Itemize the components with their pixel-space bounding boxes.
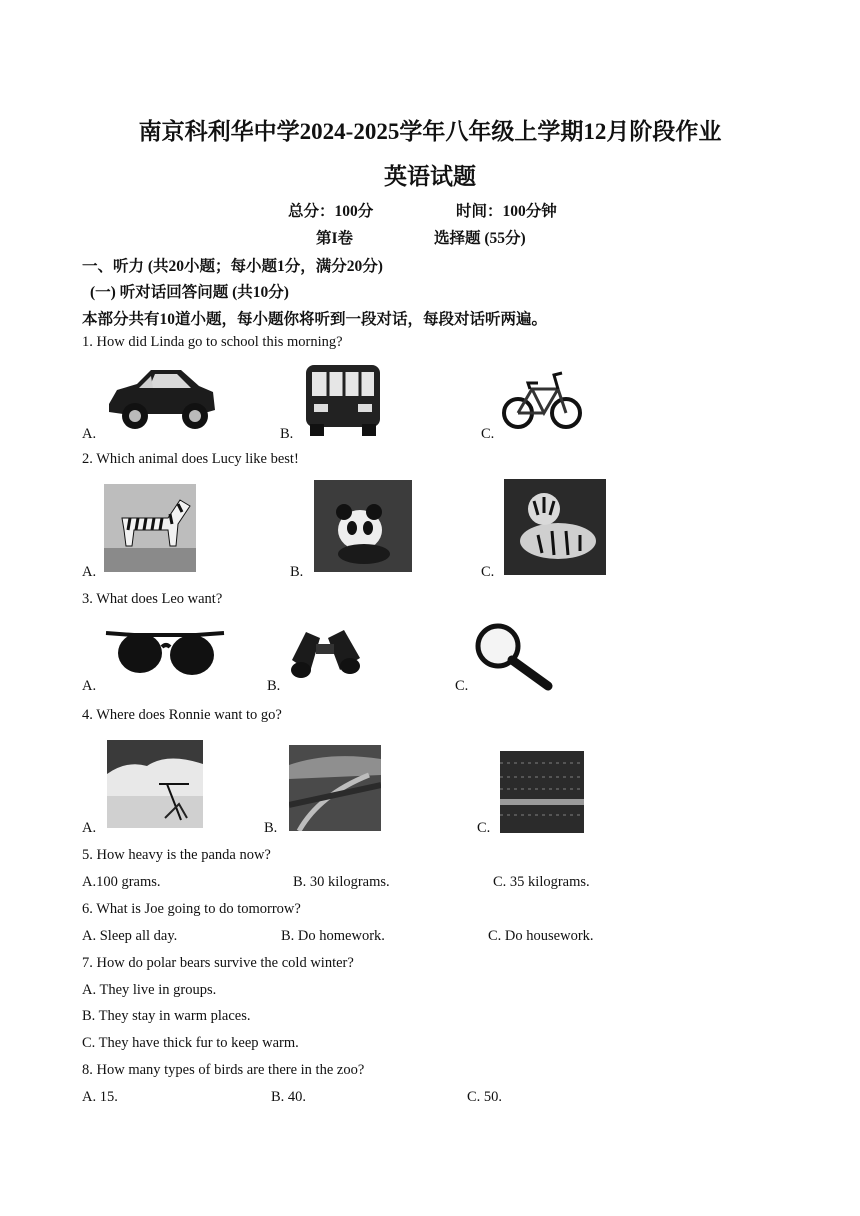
exam-time: 时间：100分钟 — [456, 203, 557, 220]
tiger-icon — [504, 479, 606, 575]
q3-option-b: B. — [267, 678, 281, 694]
question-3: 3. What does Leo want? — [82, 591, 223, 607]
q7-option-a: A. They live in groups. — [82, 982, 217, 998]
section-instructions: 本部分共有10道小题，每小题你将听到一段对话，每段对话听两遍。 — [82, 311, 548, 328]
volume-label: 第I卷 — [316, 230, 354, 247]
page-subtitle: 英语试题 — [384, 164, 476, 189]
q5-option-c: C. 35 kilograms. — [493, 874, 590, 890]
q2-option-c: C. — [481, 564, 495, 580]
q5-option-a: A.100 grams. — [82, 874, 161, 890]
page-title: 南京科利华中学2024-2025学年八年级上学期12月阶段作业 — [138, 119, 722, 144]
panda-icon — [314, 480, 412, 572]
q3-option-c: C. — [455, 678, 469, 694]
question-7: 7. How do polar bears survive the cold winter? — [82, 955, 354, 971]
total-score: 总分：100分 — [288, 203, 374, 220]
q2-option-b: B. — [290, 564, 304, 580]
magnifying-glass-icon — [474, 622, 554, 692]
q8-option-b: B. 40. — [271, 1089, 307, 1105]
question-5: 5. How heavy is the panda now? — [82, 847, 271, 863]
q1-option-b: B. — [280, 426, 294, 442]
q6-option-c: C. Do housework. — [488, 928, 594, 944]
q4-option-b: B. — [264, 820, 278, 836]
q7-option-c: C. They have thick fur to keep warm. — [82, 1035, 299, 1051]
zebra-icon — [104, 484, 196, 572]
q6-option-b: B. Do homework. — [281, 928, 385, 944]
forest-icon — [500, 751, 584, 833]
section-heading: 一、听力 (共20小题；每小题1分，满分20分) — [82, 258, 383, 275]
grassland-icon — [289, 745, 381, 831]
q1-option-c: C. — [481, 426, 495, 442]
q7-option-b: B. They stay in warm places. — [82, 1008, 251, 1024]
bicycle-icon — [502, 367, 582, 433]
q4-option-a: A. — [82, 820, 97, 836]
bus-icon — [302, 362, 384, 438]
q5-option-b: B. 30 kilograms. — [293, 874, 390, 890]
question-4: 4. Where does Ronnie want to go? — [82, 707, 282, 723]
beach-icon — [107, 740, 203, 828]
choice-section-label: 选择题 (55分) — [434, 230, 526, 247]
q6-option-a: A. Sleep all day. — [82, 928, 178, 944]
q3-option-a: A. — [82, 678, 97, 694]
question-8: 8. How many types of birds are there in the zoo? — [82, 1062, 365, 1078]
binoculars-icon — [288, 624, 362, 686]
q4-option-c: C. — [477, 820, 491, 836]
q8-option-c: C. 50. — [467, 1089, 503, 1105]
question-1: 1. How did Linda go to school this morning? — [82, 334, 343, 350]
car-icon — [103, 362, 219, 434]
question-6: 6. What is Joe going to do tomorrow? — [82, 901, 301, 917]
section-subheading: (一) 听对话回答问题 (共10分) — [90, 284, 289, 301]
q2-option-a: A. — [82, 564, 97, 580]
question-2: 2. Which animal does Lucy like best! — [82, 451, 299, 467]
q8-option-a: A. 15. — [82, 1089, 118, 1105]
q1-option-a: A. — [82, 426, 97, 442]
sunglasses-icon — [104, 625, 226, 681]
